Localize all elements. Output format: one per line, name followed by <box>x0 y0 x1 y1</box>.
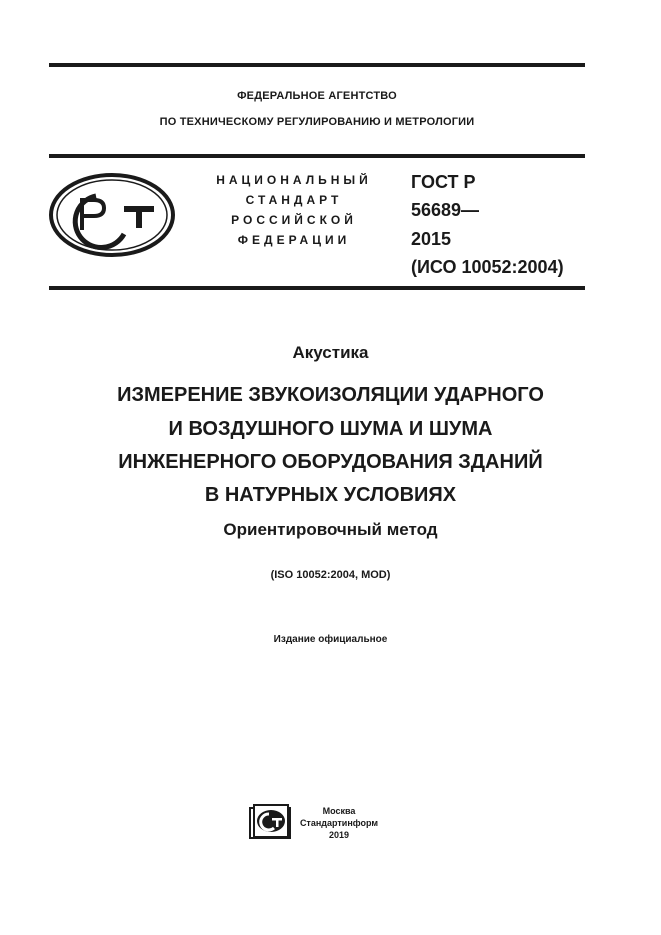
header-rule <box>49 154 585 158</box>
national-line-1: НАЦИОНАЛЬНЫЙ <box>216 173 372 187</box>
publisher-name: Стандартинформ <box>299 818 379 828</box>
document-subject: Акустика <box>292 343 369 362</box>
standartinform-logo-icon <box>248 804 293 842</box>
top-rule <box>49 63 585 67</box>
title-line-3: ИНЖЕНЕРНОГО ОБОРУДОВАНИЯ ЗДАНИЙ <box>118 451 543 473</box>
title-line-4: В НАТУРНЫХ УСЛОВИЯХ <box>204 484 457 506</box>
designation-line-2: 56689— <box>411 200 480 220</box>
publisher-city: Москва <box>322 806 356 816</box>
publisher-year: 2019 <box>328 830 350 840</box>
national-line-2: СТАНДАРТ <box>245 193 343 207</box>
iso-reference: (ISO 10052:2004, MOD) <box>270 569 391 581</box>
title-line-1: ИЗМЕРЕНИЕ ЗВУКОИЗОЛЯЦИИ УДАРНОГО <box>117 384 544 406</box>
agency-line-2: ПО ТЕХНИЧЕСКОМУ РЕГУЛИРОВАНИЮ И МЕТРОЛОГИИ <box>159 116 475 128</box>
agency-line-1: ФЕДЕРАЛЬНОЕ АГЕНТСТВО <box>237 90 397 102</box>
edition-label: Издание официальное <box>273 634 388 645</box>
designation-line-1: ГОСТ Р <box>411 172 476 192</box>
title-line-2: И ВОЗДУШНОГО ШУМА И ШУМА <box>168 418 493 440</box>
national-line-4: ФЕДЕРАЦИИ <box>237 233 351 247</box>
designation-line-3: 2015 <box>411 229 452 249</box>
national-line-3: РОССИЙСКОЙ <box>231 213 357 227</box>
document-method: Ориентировочный метод <box>223 520 438 539</box>
gost-r-logo-icon <box>48 172 176 258</box>
block-rule <box>49 286 585 290</box>
designation-line-4: (ИСО 10052:2004) <box>411 257 564 277</box>
